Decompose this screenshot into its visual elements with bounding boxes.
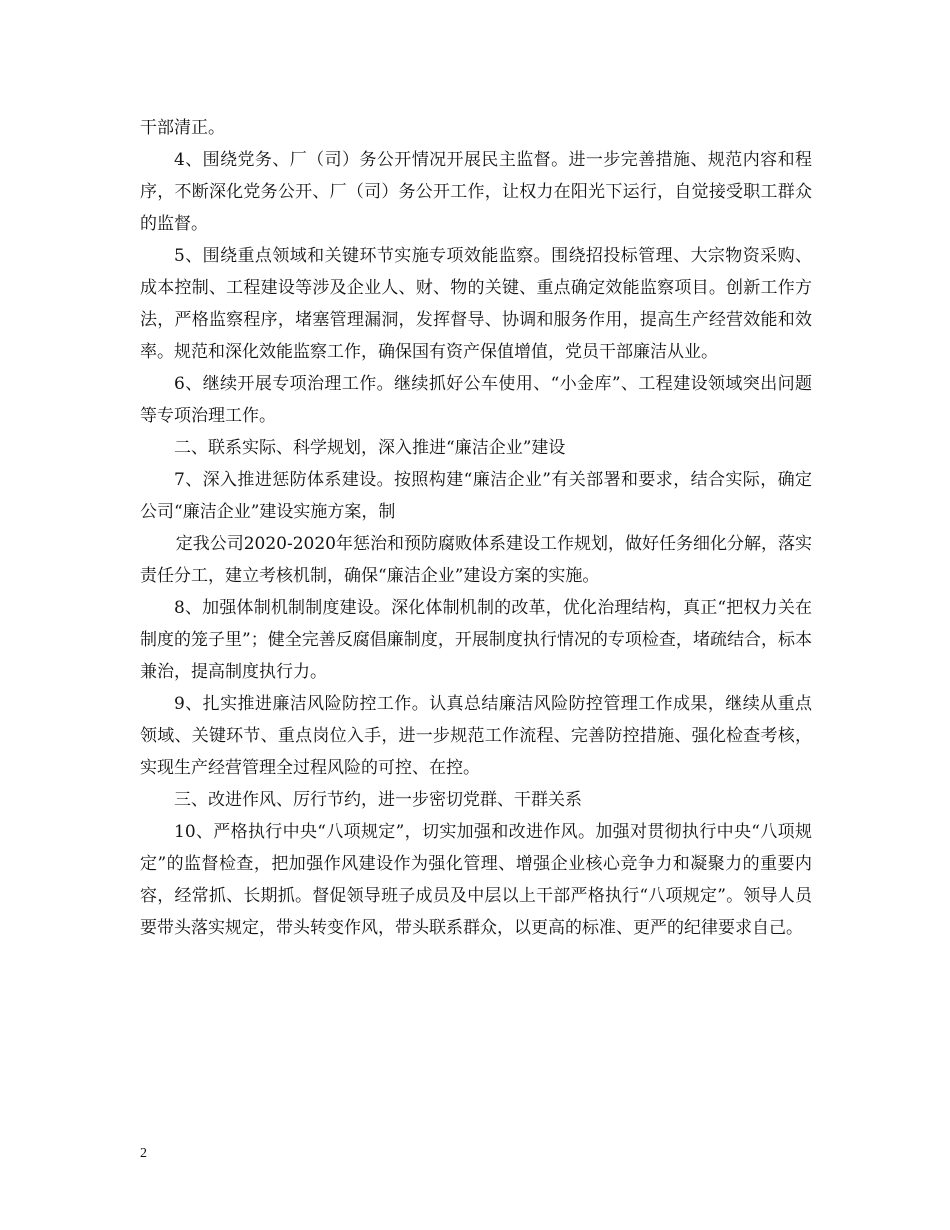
paragraph-item-7: 7、深入推进惩防体系建设。按照构建“廉洁企业”有关部署和要求，结合实际，确定公司“廉洁企业”建设实施方案，制 — [140, 470, 812, 522]
paragraph-item-6: 6、继续开展专项治理工作。继续抓好公车使用、“小金库”、工程建设领域突出问题等专项治理工作。 — [140, 374, 812, 426]
paragraph-item-5: 5、围绕重点领域和关键环节实施专项效能监察。围绕招投标管理、大宗物资采购、成本控制、工程建设等涉及企业人、财、物的关键、重点确定效能监察项目。创新工作方法，严格监察程序，堵塞管理漏洞，发挥督导、协调和服务作用，提高生产经营效能和效率。规范和深化效能监察工作，确保国有资产保值增值，党员干部廉洁从业。 — [140, 246, 812, 362]
section-heading-3: 三、改进作风、厉行节约，进一步密切党群、干群关系 — [174, 790, 582, 810]
document-body — [140, 112, 812, 944]
paragraph-item-4: 4、围绕党务、厂（司）务公开情况开展民主监督。进一步完善措施、规范内容和程序，不断深化党务公开、厂（司）务公开工作，让权力在阳光下运行，自觉接受职工群众的监督。 — [140, 150, 812, 234]
paragraph-continuation: 干部清正。 — [140, 118, 225, 138]
section-heading-2: 二、联系实际、科学规划，深入推进“廉洁企业”建设 — [174, 438, 566, 458]
paragraph-item-10: 10、严格执行中央“八项规定”，切实加强和改进作风。加强对贯彻执行中央“八项规定”的监督检查，把加强作风建设作为强化管理、增强企业核心竞争力和凝聚力的重要内容，经常抓、长期抓。督促领导班子成员及中层以上干部严格执行“八项规定”。领导人员要带头落实规定，带头转变作风，带头联系群众，以更高的标准、更严的纪律要求自己。 — [140, 822, 812, 938]
paragraph-item-7-continued: 定我公司2020-2020年惩治和预防腐败体系建设工作规划，做好任务细化分解，落实责任分工，建立考核机制，确保“廉洁企业”建设方案的实施。 — [140, 534, 812, 586]
paragraph-item-9: 9、扎实推进廉洁风险防控工作。认真总结廉洁风险防控管理工作成果，继续从重点领域、关键环节、重点岗位入手，进一步规范工作流程、完善防控措施、强化检查考核，实现生产经营管理全过程风险的可控、在控。 — [140, 694, 812, 778]
page-number: 2 — [140, 1146, 147, 1161]
paragraph-item-8: 8、加强体制机制制度建设。深化体制机制的改革，优化治理结构，真正“把权力关在制度的笼子里”；健全完善反腐倡廉制度，开展制度执行情况的专项检查，堵疏结合，标本兼治，提高制度执行力。 — [140, 598, 812, 682]
